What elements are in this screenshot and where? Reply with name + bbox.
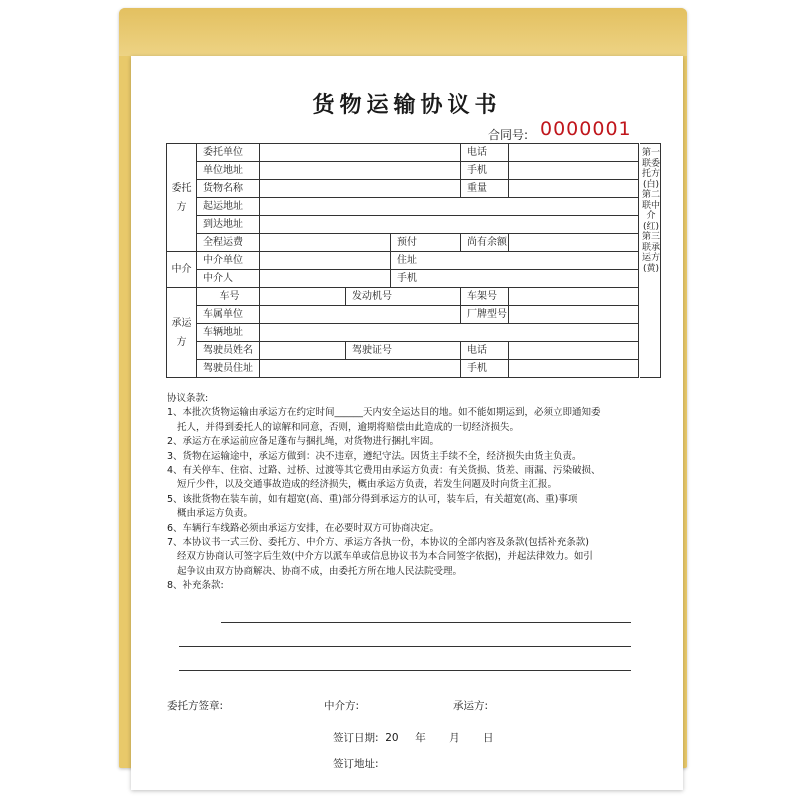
- frame-no-field[interactable]: [509, 288, 639, 306]
- clause-4: 4、有关停车、住宿、过路、过桥、过渡等其它费用由承运方负责：有关货损、货差、雨漏、污染破损、: [167, 465, 601, 477]
- carrier-section-label: 承运方: [167, 288, 197, 378]
- total-fee-field[interactable]: [260, 234, 391, 252]
- driver-phone-field[interactable]: [509, 342, 639, 360]
- intermediary-person-label: 中介人: [197, 270, 260, 288]
- driver-mobile-field[interactable]: [509, 360, 639, 378]
- clauses-heading: 协议条款:: [167, 393, 209, 404]
- license-no-label: 驾驶证号: [346, 342, 461, 360]
- brand-model-field[interactable]: [509, 306, 639, 324]
- prepaid-label: 预付: [391, 234, 461, 252]
- shipper-section-label: 委托方: [167, 144, 197, 252]
- shipper-phone-field[interactable]: [509, 144, 639, 162]
- supplementary-line-3[interactable]: [179, 670, 631, 671]
- shipper-mobile-field[interactable]: [509, 162, 639, 180]
- driver-mobile-label: 手机: [461, 360, 509, 378]
- clause-4-cont: 短斤少件，以及交通事故造成的经济损失，概由承运方负责，若发生问题及时向货主汇报。: [177, 479, 558, 491]
- frame-no-label: 车架号: [461, 288, 509, 306]
- origin-field[interactable]: [260, 198, 639, 216]
- shipper-signature-label: 委托方签章:: [167, 700, 224, 712]
- driver-address-field[interactable]: [260, 360, 461, 378]
- shipper-address-label: 单位地址: [197, 162, 260, 180]
- intermediary-mobile-label: 手机: [391, 270, 639, 288]
- contract-number: 0000001: [540, 118, 632, 140]
- clause-2: 2、承运方在承运前应备足蓬布与捆扎绳，对货物进行捆扎牢固。: [167, 436, 440, 448]
- clause-7-cont-2: 起争议由双方协商解决、协商不成，由委托方所在地人民法院受理。: [177, 565, 463, 577]
- goods-name-field[interactable]: [260, 180, 461, 198]
- driver-name-field[interactable]: [260, 342, 346, 360]
- form-sheet: [131, 56, 683, 790]
- carrier-signature-label: 承运方:: [453, 700, 489, 712]
- transport-form-table: [166, 143, 639, 378]
- balance-label: 尚有余额: [461, 234, 509, 252]
- intermediary-unit-label: 中介单位: [197, 252, 260, 270]
- driver-name-label: 驾驶员姓名: [197, 342, 260, 360]
- driver-phone-label: 电话: [461, 342, 509, 360]
- intermediary-unit-field[interactable]: [260, 252, 391, 270]
- copy-distribution-label: 第一联委托方(白)第二联中介(红)第三联承运方(黄): [642, 148, 661, 274]
- clause-8: 8、补充条款:: [167, 580, 224, 592]
- pad-binding: [119, 8, 687, 56]
- signing-place-label: 签订地址:: [333, 758, 379, 770]
- intermediary-signature-label: 中介方:: [324, 700, 360, 712]
- brand-model-label: 厂牌型号: [461, 306, 509, 324]
- plate-field[interactable]: [260, 288, 346, 306]
- intermediary-person-field[interactable]: [260, 270, 391, 288]
- goods-name-label: 货物名称: [197, 180, 260, 198]
- clause-7-cont: 经双方协商认可签字后生效(中介方以派车单或信息协议书为本合同签字依据)，并起法律效力。如引: [177, 551, 593, 563]
- destination-field[interactable]: [260, 216, 639, 234]
- shipper-address-field[interactable]: [260, 162, 461, 180]
- engine-no-label: 发动机号: [346, 288, 461, 306]
- clause-7: 7、本协议书一式三份、委托方、中介方、承运方各执一份，本协议的全部内容及条款(包括补充条款): [167, 537, 589, 549]
- clause-5: 5、该批货物在装车前，如有超宽(高、重)部分得到承运方的认可，装车后，有关超宽(高、重)事项: [167, 493, 578, 505]
- origin-label: 起运地址: [197, 198, 260, 216]
- shipper-phone-label: 电话: [461, 144, 509, 162]
- signing-date: 签订日期: 20 年 月 日: [333, 732, 494, 744]
- driver-address-label: 驾驶员住址: [197, 360, 260, 378]
- clause-3: 3、货物在运输途中，承运方做到：决不违章，遵纪守法。因货主手续不全，经济损失由货主负责。: [167, 450, 582, 462]
- agreement-clauses: [167, 392, 637, 594]
- intermediary-address-label: 住址: [391, 252, 639, 270]
- total-fee-label: 全程运费: [197, 234, 260, 252]
- owner-unit-label: 车属单位: [197, 306, 260, 324]
- vehicle-address-label: 车辆地址: [197, 324, 260, 342]
- plate-label: 车号: [197, 288, 260, 306]
- clause-1: 1、本批次货物运输由承运方在约定时间______天内安全运达目的地。如不能如期运到，必须立即通知委: [167, 407, 601, 419]
- shipper-mobile-label: 手机: [461, 162, 509, 180]
- supplementary-line-1[interactable]: [221, 622, 631, 623]
- balance-field[interactable]: [509, 234, 639, 252]
- weight-label: 重量: [461, 180, 509, 198]
- form-title: 货物运输协议书: [312, 93, 502, 118]
- vehicle-address-field[interactable]: [260, 324, 639, 342]
- supplementary-line-2[interactable]: [179, 646, 631, 647]
- weight-field[interactable]: [509, 180, 639, 198]
- shipper-unit-label: 委托单位: [197, 144, 260, 162]
- clause-5-cont: 概由承运方负责。: [177, 508, 254, 520]
- clause-6: 6、车辆行车线路必须由承运方安排，在必要时双方可协商决定。: [167, 522, 440, 534]
- intermediary-section-label: 中介: [167, 252, 197, 288]
- owner-unit-field[interactable]: [260, 306, 461, 324]
- shipper-unit-field[interactable]: [260, 144, 461, 162]
- destination-label: 到达地址: [197, 216, 260, 234]
- contract-number-label: 合同号:: [488, 128, 529, 142]
- clause-1-cont: 托人，并得到委托人的谅解和同意，否则，逾期将赔偿由此造成的一切经济损失。: [177, 421, 520, 433]
